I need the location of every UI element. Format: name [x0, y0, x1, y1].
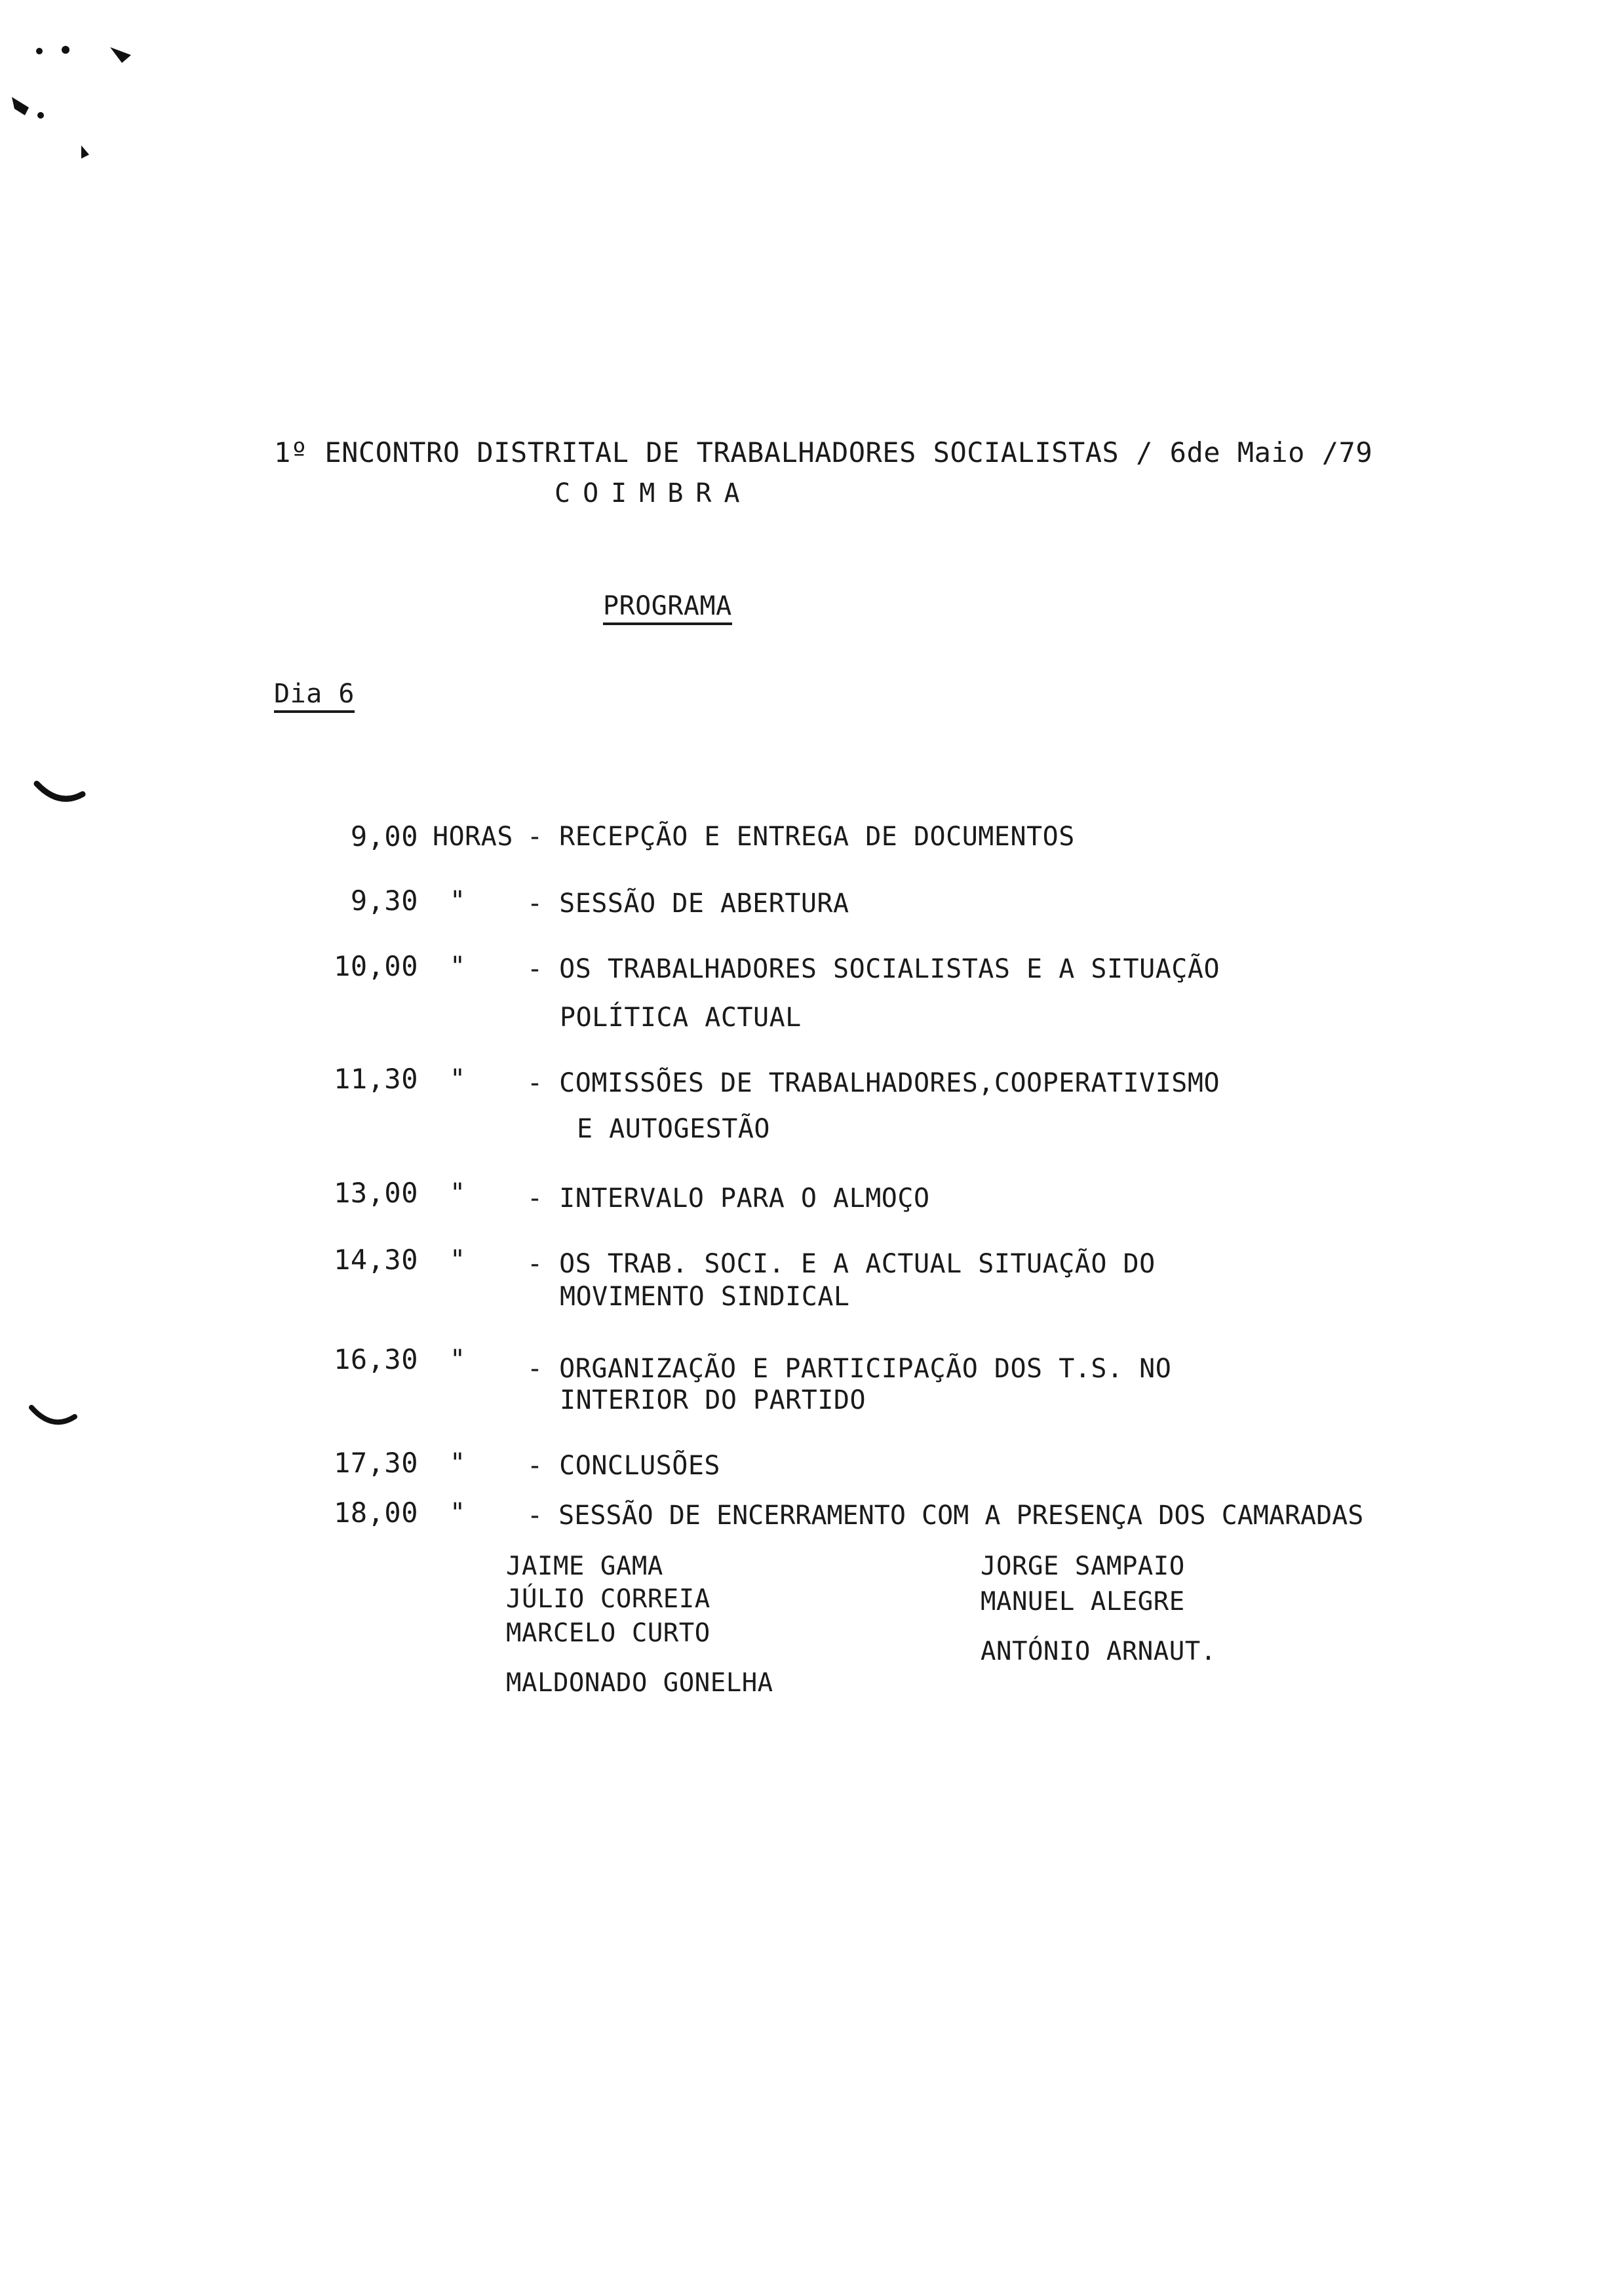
comrade-name: JAIME GAMA [506, 1552, 663, 1581]
schedule-unit: " [450, 1448, 466, 1478]
comrade-name: JÚLIO CORREIA [506, 1584, 710, 1614]
schedule-desc: - OS TRABALHADORES SOCIALISTAS E A SITUAÇÃO [527, 954, 1220, 984]
schedule-desc: - CONCLUSÕES [527, 1451, 720, 1481]
schedule-time: 18,00 [334, 1497, 418, 1529]
schedule-unit: " [450, 1064, 466, 1094]
schedule-desc: - ORGANIZAÇÃO E PARTICIPAÇÃO DOS T.S. NO [527, 1354, 1172, 1384]
schedule-desc: - INTERVALO PARA O ALMOÇO [527, 1183, 930, 1214]
schedule-desc: - SESSÃO DE ABERTURA [527, 889, 849, 919]
schedule-desc: - SESSÃO DE ENCERRAMENTO COM A PRESENÇA DOS CAMARADAS [527, 1501, 1364, 1531]
schedule-time: 16,30 [334, 1343, 418, 1375]
comrade-name: MARCELO CURTO [506, 1618, 710, 1648]
comrade-name: JORGE SAMPAIO [981, 1552, 1185, 1581]
schedule-time: 10,00 [334, 950, 418, 982]
schedule-unit: " [450, 1498, 466, 1528]
schedule-desc: - COMISSÕES DE TRABALHADORES,COOPERATIVISMO [527, 1068, 1220, 1098]
comrade-name: MANUEL ALEGRE [981, 1587, 1185, 1617]
corner-specks [12, 46, 131, 159]
day-heading: Dia 6 [274, 679, 355, 713]
schedule-time: 13,00 [334, 1177, 418, 1209]
program-heading: PROGRAMA [603, 591, 732, 625]
comrade-name: MALDONADO GONELHA [506, 1668, 773, 1698]
comrade-name: ANTÓNIO ARNAUT. [981, 1637, 1216, 1666]
document-city: COIMBRA [555, 478, 752, 508]
schedule-unit: " [450, 1178, 466, 1208]
schedule-desc-cont: POLÍTICA ACTUAL [560, 1003, 802, 1033]
punch-mark-upper [37, 784, 83, 799]
schedule-time: 17,30 [334, 1447, 418, 1479]
schedule-desc-cont: INTERIOR DO PARTIDO [560, 1385, 866, 1415]
schedule-desc-cont: MOVIMENTO SINDICAL [560, 1282, 850, 1312]
schedule-unit: " [450, 1245, 466, 1275]
schedule-time: 9,30 [350, 885, 418, 917]
schedule-unit: " [450, 951, 466, 982]
schedule-desc: - RECEPÇÃO E ENTREGA DE DOCUMENTOS [527, 822, 1075, 852]
document-title: 1º ENCONTRO DISTRITAL DE TRABALHADORES SOCIALISTAS / 6de Maio /79 [274, 436, 1373, 469]
schedule-desc: - OS TRAB. SOCI. E A ACTUAL SITUAÇÃO DO [527, 1249, 1156, 1279]
schedule-time: 11,30 [334, 1063, 418, 1095]
schedule-time: 9,00 [350, 820, 418, 852]
schedule-unit: " [450, 886, 466, 916]
schedule-time: 14,30 [334, 1244, 418, 1276]
schedule-unit: " [450, 1345, 466, 1375]
schedule-unit: HORAS [433, 822, 513, 852]
punch-mark-lower [31, 1407, 75, 1422]
schedule-desc-cont: E AUTOGESTÃO [577, 1114, 770, 1144]
